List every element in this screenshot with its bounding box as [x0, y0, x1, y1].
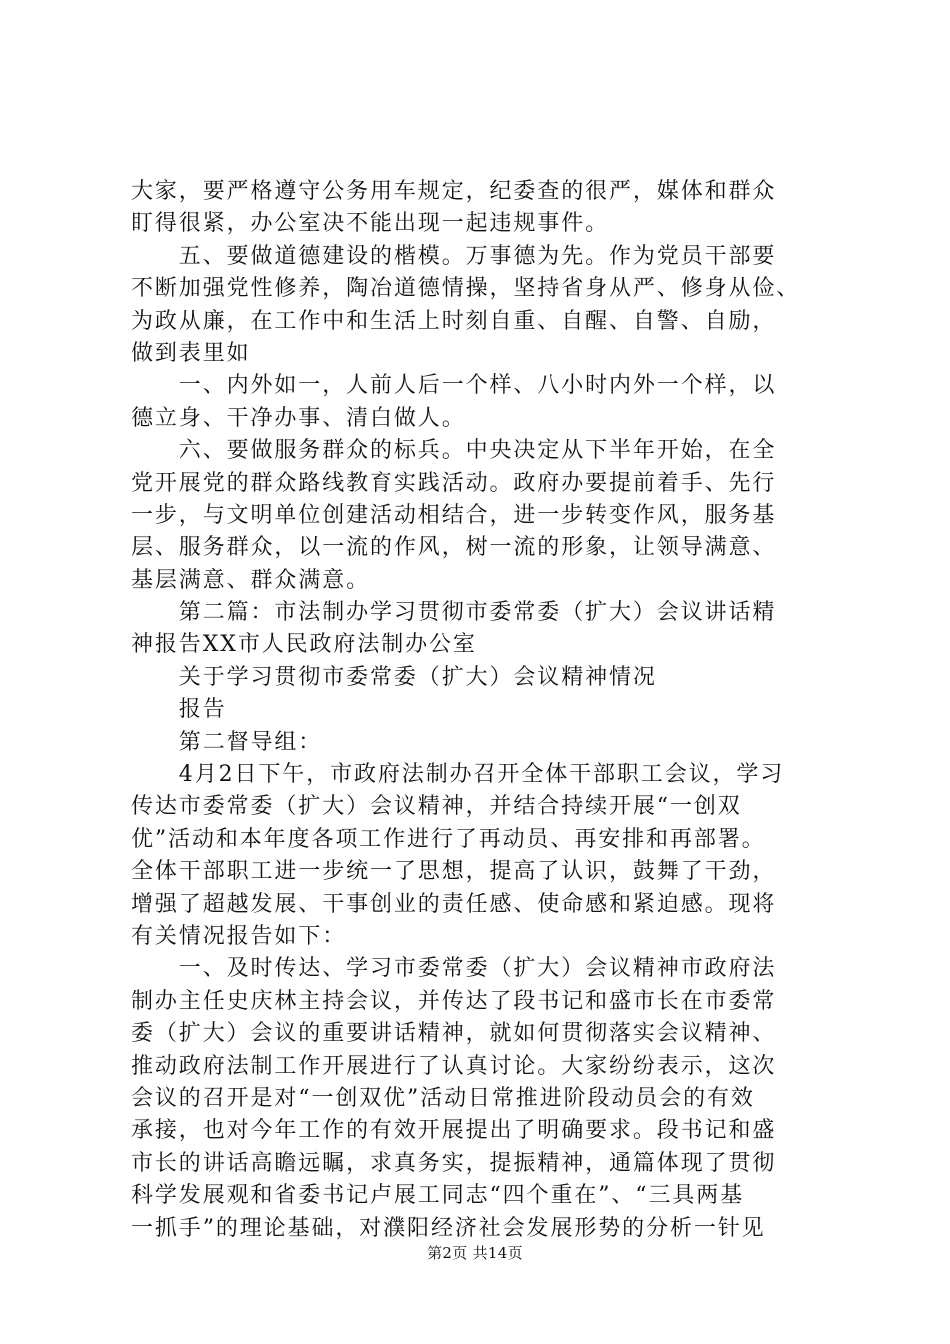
- document-body: [131, 176, 831, 1245]
- text-line: 市长的讲话高瞻远瞩，求真务实，提振精神，通篇体现了贯彻: [131, 1150, 777, 1176]
- text-line: 4月2日下午，市政府法制办召开全体干部职工会议，学习: [131, 762, 785, 788]
- text-line: 制办主任史庆林主持会议，并传达了段书记和盛市长在市委常: [131, 988, 777, 1014]
- text-line: 五、要做道德建设的楷模。万事德为先。作为党员干部要: [131, 243, 777, 269]
- text-line: 第二篇：市法制办学习贯彻市委常委（扩大）会议讲话精: [131, 600, 777, 626]
- text-line: 委（扩大）会议的重要讲话精神，就如何贯彻落实会议精神、: [131, 1021, 777, 1047]
- text-line: 盯得很紧，办公室决不能出现一起违规事件。: [131, 211, 610, 237]
- text-line: 党开展党的群众路线教育实践活动。政府办要提前着手、先行: [131, 470, 777, 496]
- text-line: 增强了超越发展、干事创业的责任感、使命感和紧迫感。现将: [131, 891, 777, 917]
- text-line: 科学发展观和省委书记卢展工同志“四个重在”、“三具两基: [131, 1183, 745, 1209]
- text-line: 神报告XX市人民政府法制办公室: [131, 632, 477, 658]
- text-line: 做到表里如: [131, 340, 251, 366]
- text-line: 优”活动和本年度各项工作进行了再动员、再安排和再部署。: [131, 826, 766, 852]
- text-line: 会议的召开是对“一创双优”活动日常推进阶段动员会的有效: [131, 1085, 755, 1111]
- text-line: 一、及时传达、学习市委常委（扩大）会议精神市政府法: [131, 956, 777, 982]
- text-line: 报告: [131, 697, 227, 723]
- text-line: 承接，也对今年工作的有效开展提出了明确要求。段书记和盛: [131, 1118, 777, 1144]
- text-line: 六、要做服务群众的标兵。中央决定从下半年开始，在全: [131, 438, 777, 464]
- text-line: 不断加强党性修养，陶冶道德情操，坚持省身从严、修身从俭、: [131, 276, 801, 302]
- text-line: 德立身、干净办事、清白做人。: [131, 405, 466, 431]
- text-line: 一、内外如一，人前人后一个样、八小时内外一个样，以: [131, 373, 777, 399]
- text-line: 全体干部职工进一步统一了思想，提高了认识，鼓舞了干劲，: [131, 859, 777, 885]
- text-line: 为政从廉，在工作中和生活上时刻自重、自醒、自警、自励，: [131, 308, 777, 334]
- text-line: 关于学习贯彻市委常委（扩大）会议精神情况: [131, 664, 657, 690]
- text-line: 传达市委常委（扩大）会议精神，并结合持续开展“一创双: [131, 794, 742, 820]
- text-line: 一抓手”的理论基础，对濮阳经济社会发展形势的分析一针见: [131, 1215, 766, 1241]
- text-line: 大家，要严格遵守公务用车规定，纪委查的很严，媒体和群众: [131, 179, 777, 204]
- page-number-footer: 第2页 共14页: [427, 1244, 523, 1262]
- text-line: 层、服务群众，以一流的作风，树一流的形象，让领导满意、: [131, 535, 777, 561]
- text-line: 基层满意、群众满意。: [131, 567, 371, 593]
- text-line: 一步，与文明单位创建活动相结合，进一步转变作风，服务基: [131, 502, 777, 528]
- text-line: 有关情况报告如下：: [131, 923, 347, 949]
- text-line: 第二督导组：: [131, 729, 323, 755]
- text-line: 推动政府法制工作开展进行了认真讨论。大家纷纷表示，这次: [131, 1053, 777, 1079]
